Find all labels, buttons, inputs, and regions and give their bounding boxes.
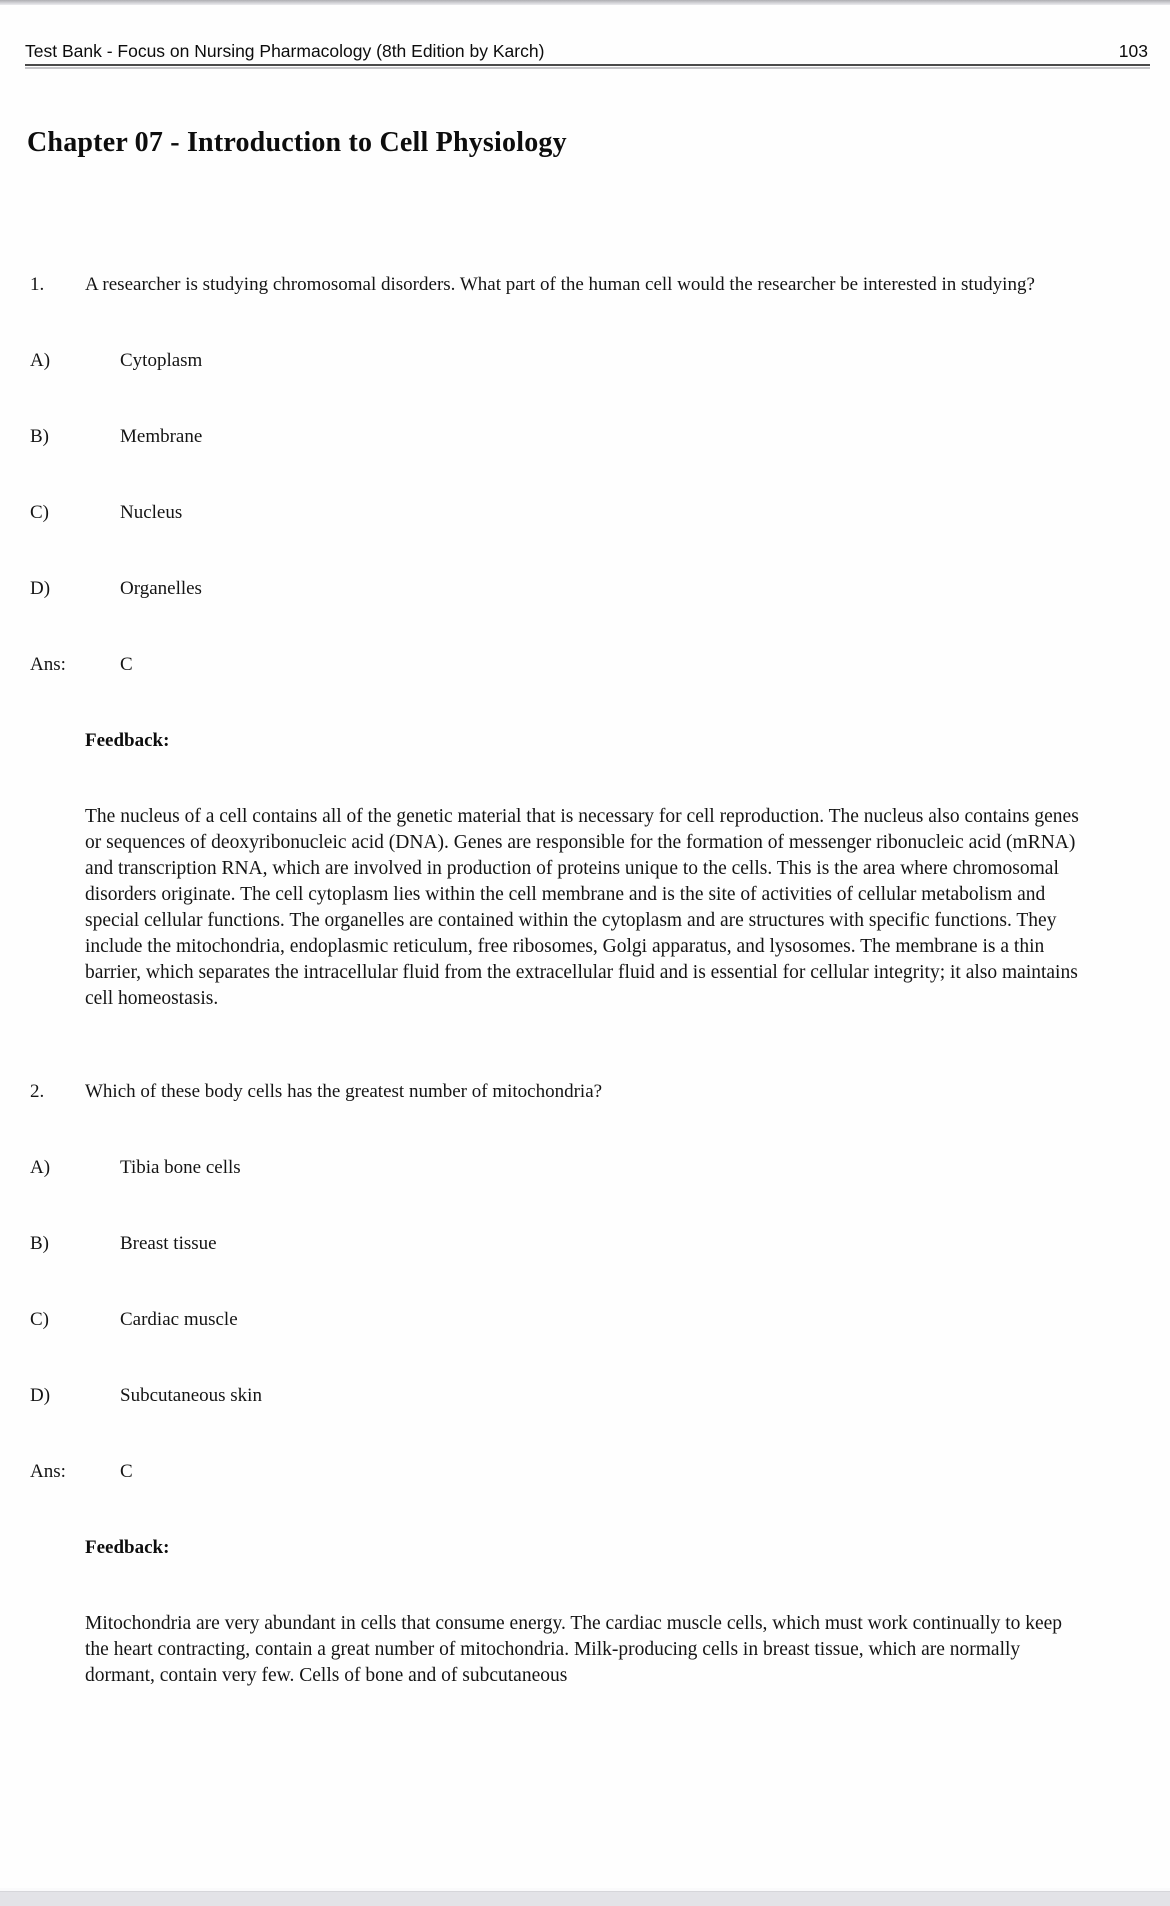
answer-row [0,652,1170,678]
option-text: Organelles [120,578,202,599]
question-number: 1. [30,274,45,295]
option-text: Tibia bone cells [120,1157,241,1178]
option-letter: C) [30,1309,49,1330]
window-top-edge [0,0,1170,5]
option-letter: A) [30,350,51,371]
feedback-heading: Feedback: [85,1537,170,1558]
chapter-title: Chapter 07 - Introduction to Cell Physiology [27,127,567,158]
answer-label: Ans: [30,654,66,675]
option-row-d [0,576,1170,602]
question-text: A researcher is studying chromosomal disorders. What part of the human cell would the researcher be interested in studying? [85,274,1035,295]
question-number: 2. [30,1081,45,1102]
option-letter: B) [30,426,49,447]
option-row-b [0,1231,1170,1257]
option-row-d [0,1383,1170,1409]
header-title: Test Bank - Focus on Nursing Pharmacology (8th Edition by Karch) [25,41,545,61]
option-text: Nucleus [120,502,183,523]
question-stem-row [0,1079,1170,1105]
bottom-window-edge [0,1891,1170,1906]
option-text: Membrane [120,426,203,447]
feedback-heading: Feedback: [85,730,170,751]
option-text: Cytoplasm [120,350,203,371]
question-block-1 [0,272,1170,1012]
header-rule [25,64,1150,66]
feedback-paragraph: The nucleus of a cell contains all of the genetic material that is necessary for cell reproduction. The nucleus also contains genes or sequences of deoxyribonucleic acid (DNA). Genes are responsible for the formation of messenger ribonucleic acid (mRNA) and transcription RNA, which are involved in production of proteins unique to the cells. This is the area where chromosomal disorders originate. The cell cytoplasm lies within the cell membrane and is the site of activities of cellular metabolism and special cellular functions. The organelles are contained within the cytoplasm and are structures with specific functions. They include the mitochondria, endoplasmic reticulum, free ribosomes, Golgi apparatus, and lysosomes. The membrane is a thin barrier, which separates the intracellular fluid from the extracellular fluid and is essential for cellular integrity; it also maintains cell homeostasis. [85,806,1079,1009]
option-text: Cardiac muscle [120,1309,238,1330]
question-text: Which of these body cells has the greatest number of mitochondria? [85,1081,603,1102]
answer-label: Ans: [30,1461,66,1482]
option-row-a [0,1155,1170,1181]
option-text: Breast tissue [120,1233,217,1254]
answer-value: C [120,654,133,675]
question-block-2 [0,1079,1170,1689]
answer-value: C [120,1461,133,1482]
option-letter: B) [30,1233,49,1254]
option-letter: D) [30,578,51,599]
option-letter: C) [30,502,49,523]
feedback-paragraph: Mitochondria are very abundant in cells that consume energy. The cardiac muscle cells, which must work continually to keep the heart contracting, contain a great number of mitochondria. Milk-producing cells in breast tissue, which are normally dormant, contain very few. Cells of bone and of subcutaneous [85,1613,1063,1686]
page-header [25,41,1148,61]
question-stem-row [0,272,1170,298]
option-row-c [0,500,1170,526]
option-letter: D) [30,1385,51,1406]
option-row-a [0,348,1170,374]
option-letter: A) [30,1157,51,1178]
page-number: 103 [1118,41,1148,61]
option-row-c [0,1307,1170,1333]
option-text: Subcutaneous skin [120,1385,262,1406]
option-row-b [0,424,1170,450]
answer-row [0,1459,1170,1485]
